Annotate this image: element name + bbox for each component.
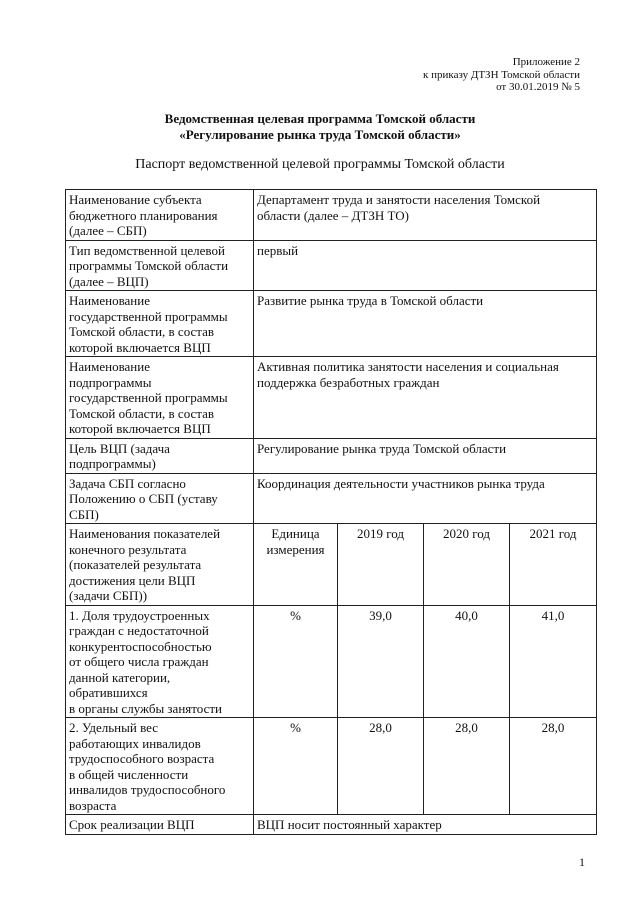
indicator-label-line: обратившихся	[69, 685, 148, 700]
row-label-line: СБП)	[69, 506, 99, 522]
row-label-line: Наименование	[69, 359, 150, 374]
indicator-row	[66, 718, 597, 815]
row-value	[254, 291, 597, 357]
row-label-line: государственной программы	[69, 390, 228, 405]
indicator-label-line: работающих инвалидов	[69, 735, 201, 751]
row-label-line: Положению о СБП (уставу	[69, 491, 218, 506]
row-label-line: бюджетного планирования	[69, 207, 218, 223]
row-label-line: подпрограммы	[69, 374, 152, 390]
row-value-line: Активная политика занятости населения и социальная	[257, 359, 559, 374]
row-label-line: программы Томской области	[69, 258, 229, 273]
indicators-header-label-line: конечного результата	[69, 541, 187, 557]
indicator-label-line: в общей численности	[69, 766, 189, 782]
row-label	[66, 473, 254, 524]
row-label	[66, 240, 254, 291]
indicators-header-label-line: (показателей результата	[69, 557, 202, 572]
indicators-header-row	[66, 524, 597, 606]
indicator-label	[66, 605, 254, 718]
indicators-header-label-line: достижения цели ВЦП	[69, 572, 196, 588]
row-value-line: первый	[257, 242, 299, 258]
appendix-line: от 30.01.2019 № 5	[496, 81, 580, 93]
year-header: 2019 год	[338, 524, 424, 606]
passport-row	[66, 190, 597, 241]
row-label	[66, 291, 254, 357]
term-row	[66, 815, 597, 835]
row-label-line: которой включается ВЦП	[69, 339, 211, 355]
page-number: 1	[579, 855, 585, 869]
row-value-line: Координация деятельности участников рынка труда	[257, 475, 545, 491]
row-label	[66, 357, 254, 439]
term-value: ВЦП носит постоянный характер	[254, 815, 597, 835]
indicator-label-line: конкурентоспособностью	[69, 638, 212, 654]
indicator-label-line: граждан с недостаточной	[69, 623, 209, 638]
year-header: 2020 год	[424, 524, 510, 606]
indicator-unit: %	[254, 718, 338, 815]
indicators-header-label-line: Наименования показателей	[69, 526, 221, 541]
row-label-line: Наименование	[69, 293, 150, 308]
row-value	[254, 240, 597, 291]
indicator-label-line: от общего числа граждан	[69, 654, 209, 669]
indicator-label-line: инвалидов трудоспособного	[69, 782, 226, 797]
indicator-value: 28,0	[424, 718, 510, 815]
document-subtitle: Паспорт ведомственной целевой программы Томской области	[135, 157, 505, 172]
row-label-line: (далее – ВЦП)	[69, 273, 149, 289]
row-label-line: Задача СБП согласно	[69, 475, 186, 491]
row-value-line: Развитие рынка труда в Томской области	[257, 293, 484, 308]
passport-row	[66, 291, 597, 357]
row-label-line: государственной программы	[69, 308, 228, 324]
indicator-value: 28,0	[510, 718, 597, 815]
year-header: 2021 год	[510, 524, 597, 606]
passport-row	[66, 240, 597, 291]
row-value	[254, 473, 597, 524]
indicator-value: 28,0	[338, 718, 424, 815]
indicator-unit: %	[254, 605, 338, 718]
passport-row	[66, 473, 597, 524]
indicator-row	[66, 605, 597, 718]
row-value	[254, 190, 597, 241]
row-label-line: Наименование субъекта	[69, 192, 202, 207]
row-label-line: Томской области, в состав	[69, 324, 215, 339]
row-value-line: Регулирование рынка труда Томской области	[257, 440, 507, 456]
indicator-value: 41,0	[510, 605, 597, 718]
row-value-line: поддержка безработных граждан	[257, 374, 440, 390]
indicator-label-line: 2. Удельный вес	[69, 720, 159, 735]
row-label-line: Цель ВЦП (задача	[69, 440, 170, 456]
indicator-value: 39,0	[338, 605, 424, 718]
title-line: Ведомственная целевая программа Томской области	[164, 111, 476, 126]
unit-header	[254, 524, 338, 606]
passport-table	[65, 189, 597, 835]
appendix-line: Приложение 2	[512, 56, 580, 68]
unit-header-line: Единица	[271, 526, 320, 541]
indicator-label	[66, 718, 254, 815]
row-label-line: Томской области, в состав	[69, 405, 215, 421]
row-value-line: Департамент труда и занятости населения Томской	[257, 192, 541, 207]
row-label-line: которой включается ВЦП	[69, 421, 211, 436]
row-label-line: (далее – СБП)	[69, 223, 147, 238]
indicators-header-label	[66, 524, 254, 606]
indicators-header-label-line: (задачи СБП))	[69, 588, 148, 603]
appendix-line: к приказу ДТЗН Томской области	[423, 68, 580, 81]
indicator-label-line: 1. Доля трудоустроенных	[69, 607, 210, 623]
row-label	[66, 190, 254, 241]
title-line: «Регулирование рынка труда Томской области»	[179, 127, 461, 142]
indicator-value: 40,0	[424, 605, 510, 718]
unit-header-line: измерения	[266, 541, 325, 557]
passport-table-body	[66, 190, 597, 835]
row-value-line: области (далее – ДТЗН ТО)	[257, 207, 410, 223]
indicator-label-line: данной категории,	[69, 669, 171, 685]
document-title	[0, 111, 640, 143]
indicator-label-line: в органы службы занятости	[69, 700, 223, 716]
row-label	[66, 438, 254, 473]
term-label: Срок реализации ВЦП	[66, 815, 254, 835]
row-label-line: Тип ведомственной целевой	[69, 242, 225, 258]
indicator-label-line: возраста	[69, 797, 117, 813]
indicator-label-line: трудоспособного возраста	[69, 751, 215, 766]
row-label-line: подпрограммы)	[69, 456, 156, 471]
appendix-note	[280, 56, 580, 94]
row-value	[254, 357, 597, 439]
passport-row	[66, 438, 597, 473]
row-value	[254, 438, 597, 473]
passport-row	[66, 357, 597, 439]
